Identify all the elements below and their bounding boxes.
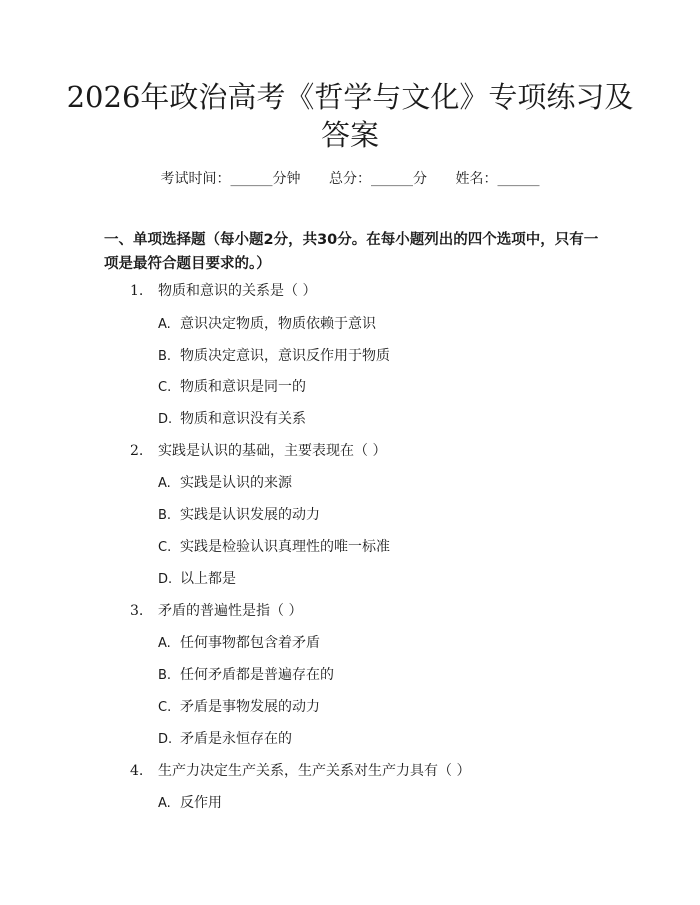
section-heading: 一、单项选择题（每小题2分，共30分。在每小题列出的四个选项中，只有一项是最符合题目要求的。） bbox=[104, 232, 599, 272]
option-letter: B. bbox=[158, 349, 172, 364]
question-number: 4. bbox=[130, 763, 144, 779]
option-text: 物质和意识是同一的 bbox=[180, 379, 306, 395]
option bbox=[158, 346, 390, 367]
option-text: 意识决定物质，物质依赖于意识 bbox=[180, 316, 376, 332]
option-letter: C. bbox=[158, 380, 172, 395]
option bbox=[158, 537, 390, 558]
option-letter: D. bbox=[158, 732, 173, 747]
option bbox=[158, 409, 306, 430]
question-4 bbox=[130, 761, 470, 781]
option-letter: A. bbox=[158, 317, 171, 332]
option-letter: A. bbox=[158, 796, 171, 811]
option-letter: D. bbox=[158, 412, 173, 427]
question-3 bbox=[130, 601, 302, 621]
option-text: 任何矛盾都是普遍存在的 bbox=[180, 667, 334, 683]
question-text: 物质和意识的关系是（ ） bbox=[158, 283, 317, 299]
option-letter: A. bbox=[158, 636, 171, 651]
option-text: 物质和意识没有关系 bbox=[180, 411, 306, 427]
exam-time: 考试时间：______分钟 bbox=[160, 171, 301, 187]
option-text: 物质决定意识，意识反作用于物质 bbox=[180, 348, 390, 364]
option-text: 任何事物都包含着矛盾 bbox=[180, 635, 320, 651]
total-score: 总分：______分 bbox=[329, 171, 427, 187]
option-letter: C. bbox=[158, 540, 172, 555]
option-text: 实践是认识的来源 bbox=[180, 475, 292, 491]
option-text: 反作用 bbox=[180, 795, 222, 811]
option-letter: B. bbox=[158, 668, 172, 683]
option-letter: A. bbox=[158, 476, 171, 491]
option bbox=[158, 377, 306, 398]
option bbox=[158, 569, 236, 590]
question-text: 生产力决定生产关系，生产关系对生产力具有（ ） bbox=[158, 763, 471, 779]
question-1 bbox=[130, 281, 316, 301]
option bbox=[158, 633, 320, 654]
question-number: 1. bbox=[130, 283, 144, 299]
option bbox=[158, 473, 292, 494]
option-letter: D. bbox=[158, 572, 173, 587]
question-text: 实践是认识的基础，主要表现在（ ） bbox=[158, 443, 387, 459]
option bbox=[158, 314, 376, 335]
option bbox=[158, 729, 292, 750]
option-text: 以上都是 bbox=[180, 571, 236, 587]
option-letter: C. bbox=[158, 700, 172, 715]
option-text: 实践是检验认识真理性的唯一标准 bbox=[180, 539, 390, 555]
question-number: 2. bbox=[130, 443, 144, 459]
option bbox=[158, 665, 334, 686]
page-title: 2026年政治高考《哲学与文化》专项练习及答案 bbox=[66, 80, 634, 152]
option-letter: B. bbox=[158, 508, 172, 523]
student-name: 姓名：______ bbox=[455, 171, 540, 187]
option bbox=[158, 505, 320, 526]
question-text: 矛盾的普遍性是指（ ） bbox=[158, 603, 303, 619]
option bbox=[158, 793, 222, 814]
option bbox=[158, 697, 320, 718]
option-text: 矛盾是永恒存在的 bbox=[180, 731, 292, 747]
exam-meta bbox=[0, 168, 700, 188]
question-2 bbox=[130, 441, 386, 461]
option-text: 矛盾是事物发展的动力 bbox=[180, 699, 320, 715]
option-text: 实践是认识发展的动力 bbox=[180, 507, 320, 523]
question-number: 3. bbox=[130, 603, 144, 619]
